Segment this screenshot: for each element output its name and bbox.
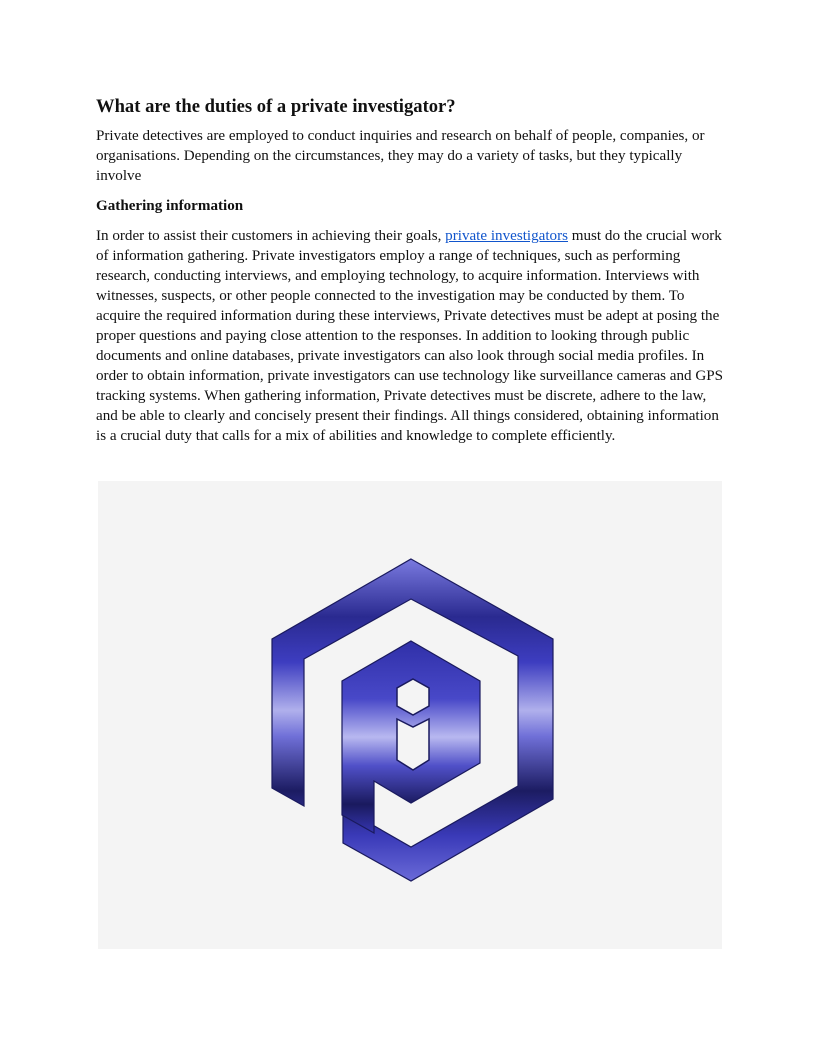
section-heading: Gathering information bbox=[96, 198, 244, 214]
bar-hex bbox=[397, 719, 429, 770]
page-title: What are the duties of a private investigator? bbox=[96, 96, 456, 117]
paragraph-text-start: In order to assist their customers in achieving their goals, bbox=[96, 228, 446, 244]
body-paragraph bbox=[96, 226, 724, 446]
hexagon-logo-icon bbox=[98, 481, 722, 949]
intro-paragraph: Private detectives are employed to conduct inquiries and research on behalf of people, companies, or organisations. Depending on the circumstances, they may do a variety of tasks, but they typically involve bbox=[96, 128, 705, 184]
document-body bbox=[96, 94, 724, 456]
private-investigators-link[interactable]: private investigators bbox=[445, 228, 568, 244]
paragraph-text-end: must do the crucial work of information gathering. Private investigators employ a range of techniques, such as performing research, conducting interviews, and employing technology, to acquire information. Interviews with witnesses, suspects, or other people connected to the investigation may be conducted by them. To acquire the required information during these interviews, Private detectives must be adept at posing the proper questions and paying close attention to the responses. In addition to looking through public documents and online databases, private investigators can also look through social media profiles. In order to obtain information, private investigators can use technology like surveillance cameras and GPS tracking systems. When gathering information, Private detectives must be discrete, adhere to the law, and be able to clearly and concisely present their findings. All things considered, obtaining information is a crucial duty that calls for a mix of abilities and knowledge to complete efficiently. bbox=[96, 228, 724, 444]
logo-figure bbox=[98, 481, 722, 949]
